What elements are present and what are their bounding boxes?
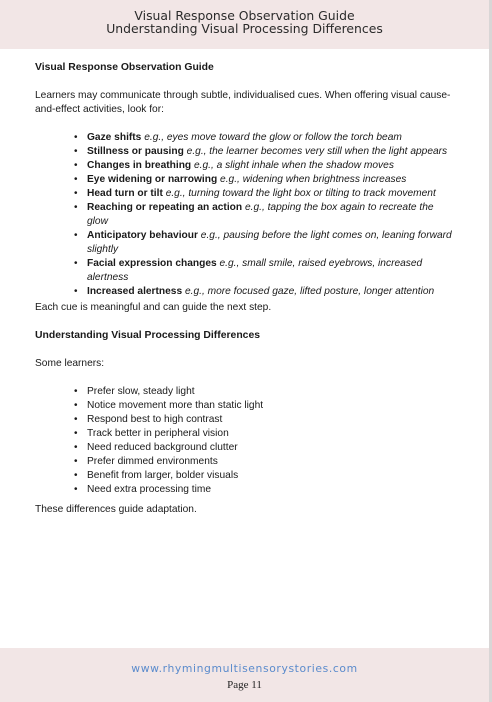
bullet-icon: • bbox=[74, 286, 78, 297]
bullet-icon: • bbox=[74, 470, 78, 481]
list-item bbox=[35, 131, 455, 145]
cue-list bbox=[35, 131, 455, 299]
bullet-icon: • bbox=[74, 428, 78, 439]
difference-text: Track better in peripheral vision bbox=[87, 428, 229, 439]
cue-term: Reaching or repeating an action bbox=[87, 202, 243, 213]
intro-paragraph: Learners may communicate through subtle, individualised cues. When offering visual cause-and-effect activities, look for: bbox=[35, 90, 451, 115]
list-item bbox=[35, 229, 455, 257]
list-item bbox=[35, 173, 455, 187]
cue-example: e.g., widening when brightness increases bbox=[220, 174, 407, 185]
bullet-icon: • bbox=[74, 258, 78, 269]
section-heading: Visual Response Observation Guide bbox=[35, 62, 214, 73]
cue-example: e.g., turning toward the light box or tilting to track movement bbox=[165, 188, 436, 199]
page-number: Page 11 bbox=[227, 679, 262, 691]
page-header bbox=[0, 0, 489, 49]
list-item bbox=[35, 257, 455, 285]
list-item bbox=[35, 285, 455, 299]
cue-example: e.g., tapping the box again to recreate the glow bbox=[87, 202, 434, 227]
list-item bbox=[35, 399, 455, 413]
difference-text: Need extra processing time bbox=[87, 484, 212, 495]
difference-text: Respond best to high contrast bbox=[87, 414, 223, 425]
bullet-icon: • bbox=[74, 174, 78, 185]
closing-paragraph: These differences guide adaptation. bbox=[35, 504, 197, 515]
list-item bbox=[35, 201, 455, 229]
list-item bbox=[35, 455, 455, 469]
cue-term: Facial expression changes bbox=[87, 258, 217, 269]
cue-term: Head turn or tilt bbox=[87, 188, 163, 199]
difference-text: Prefer dimmed environments bbox=[87, 456, 218, 467]
list-item bbox=[35, 483, 455, 497]
bullet-icon: • bbox=[74, 188, 78, 199]
bullet-icon: • bbox=[74, 400, 78, 411]
cue-example: e.g., the learner becomes very still when the light appears bbox=[186, 146, 448, 157]
cue-example: e.g., small smile, raised eyebrows, increased alertness bbox=[87, 258, 423, 283]
cue-term: Increased alertness bbox=[87, 286, 183, 297]
list-item bbox=[35, 385, 455, 399]
page-content bbox=[35, 61, 455, 517]
cue-term: Eye widening or narrowing bbox=[87, 174, 218, 185]
cue-example: e.g., eyes move toward the glow or follow the torch beam bbox=[144, 132, 402, 143]
bullet-icon: • bbox=[74, 160, 78, 171]
bullet-icon: • bbox=[74, 442, 78, 453]
list-item bbox=[35, 441, 455, 455]
website-link[interactable]: www.rhymingmultisensorystories.com bbox=[131, 662, 358, 675]
bullet-icon: • bbox=[74, 414, 78, 425]
bullet-icon: • bbox=[74, 386, 78, 397]
bullet-icon: • bbox=[74, 230, 78, 241]
header-subtitle: Understanding Visual Processing Differences bbox=[106, 21, 383, 36]
list-item bbox=[35, 187, 455, 201]
list-item bbox=[35, 469, 455, 483]
difference-text: Prefer slow, steady light bbox=[87, 386, 195, 397]
bullet-icon: • bbox=[74, 132, 78, 143]
cue-term: Anticipatory behaviour bbox=[87, 230, 198, 241]
bullet-icon: • bbox=[74, 202, 78, 213]
difference-list bbox=[35, 385, 455, 497]
bullet-icon: • bbox=[74, 484, 78, 495]
difference-text: Benefit from larger, bolder visuals bbox=[87, 470, 239, 481]
closing-paragraph: Each cue is meaningful and can guide the next step. bbox=[35, 302, 272, 313]
bullet-icon: • bbox=[74, 146, 78, 157]
cue-term: Gaze shifts bbox=[87, 132, 142, 143]
page-footer bbox=[0, 648, 489, 702]
bullet-icon: • bbox=[74, 456, 78, 467]
list-item bbox=[35, 413, 455, 427]
cue-example: e.g., more focused gaze, lifted posture, longer attention bbox=[184, 286, 435, 297]
header-title: Visual Response Observation Guide bbox=[134, 8, 355, 23]
list-item bbox=[35, 427, 455, 441]
list-item bbox=[35, 159, 455, 173]
cue-example: e.g., a slight inhale when the shadow moves bbox=[194, 160, 394, 171]
difference-text: Notice movement more than static light bbox=[87, 400, 264, 411]
list-item bbox=[35, 145, 455, 159]
cue-term: Changes in breathing bbox=[87, 160, 192, 171]
cue-example: e.g., pausing before the light comes on, leaning forward slightly bbox=[87, 230, 452, 255]
section-heading: Understanding Visual Processing Differences bbox=[35, 330, 261, 341]
cue-term: Stillness or pausing bbox=[87, 146, 184, 157]
intro-paragraph: Some learners: bbox=[35, 358, 105, 369]
difference-text: Need reduced background clutter bbox=[87, 442, 238, 453]
